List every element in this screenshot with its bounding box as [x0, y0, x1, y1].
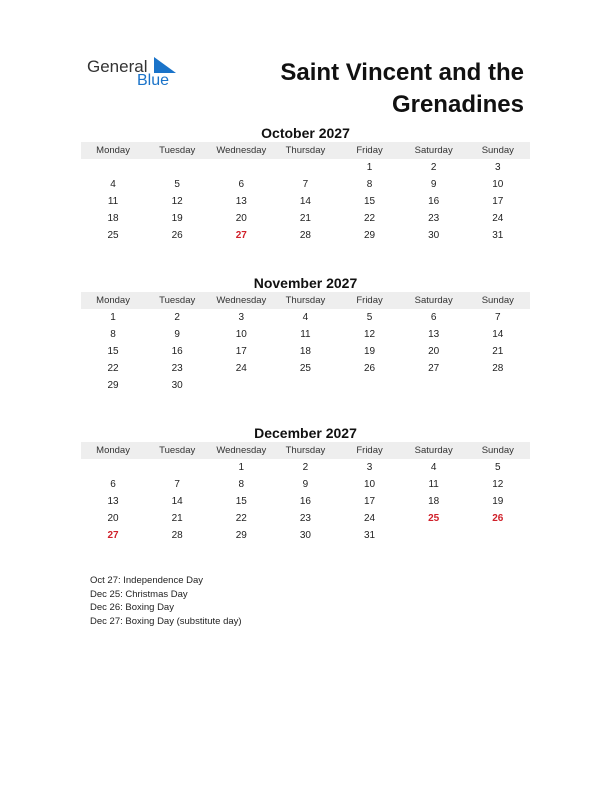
day-cell: 4	[110, 179, 116, 190]
day-cell: 25	[299, 363, 311, 374]
day-cell: 5	[495, 462, 501, 473]
day-cell: 10	[492, 179, 504, 190]
empty-day-cell	[209, 377, 273, 394]
day-cell: 23	[428, 213, 440, 224]
weekday-label: Saturday	[414, 145, 453, 156]
day-cell: 17	[235, 346, 247, 357]
empty-day-cell	[273, 159, 337, 176]
day-cell: 26	[364, 363, 376, 374]
day-cell: 22	[235, 513, 247, 524]
day-cell: 27	[107, 530, 119, 541]
day-cell: 18	[299, 346, 311, 357]
day-cell: 16	[299, 496, 311, 507]
page-title-line1: Saint Vincent and the	[280, 59, 524, 86]
day-cell: 24	[364, 513, 376, 524]
day-cell: 15	[107, 346, 119, 357]
weekday-label: Tuesday	[159, 295, 196, 306]
weekday-label: Sunday	[481, 445, 514, 456]
day-cell: 3	[366, 462, 373, 473]
weekday-label: Wednesday	[216, 295, 267, 306]
day-cell: 10	[364, 479, 376, 490]
weekday-label: Sunday	[481, 145, 514, 156]
day-cell: 21	[492, 346, 504, 357]
day-cell: 7	[174, 479, 180, 490]
day-cell: 19	[364, 346, 376, 357]
day-cell: 26	[171, 230, 183, 241]
day-cell: 1	[238, 462, 245, 473]
logo-text-general: General	[87, 57, 148, 76]
empty-day-cell	[81, 459, 145, 476]
weekday-label: Thursday	[285, 145, 326, 156]
weekday-label: Saturday	[414, 445, 453, 456]
empty-day-cell	[402, 527, 466, 544]
day-cell: 20	[235, 213, 247, 224]
day-cell: 4	[302, 312, 309, 323]
empty-day-cell	[338, 377, 402, 394]
day-cell: 21	[299, 213, 311, 224]
day-cell: 8	[366, 179, 373, 190]
day-cell: 14	[299, 196, 311, 207]
empty-day-cell	[273, 377, 337, 394]
month-grid	[81, 309, 530, 394]
weekday-label: Friday	[356, 295, 383, 306]
month-december	[81, 425, 530, 544]
day-cell: 23	[299, 513, 311, 524]
month-grid	[81, 159, 530, 244]
day-cell: 31	[492, 230, 504, 241]
day-cell: 24	[492, 213, 504, 224]
empty-day-cell	[466, 527, 530, 544]
day-cell: 28	[171, 530, 183, 541]
day-cell: 9	[430, 179, 437, 190]
day-cell: 16	[428, 196, 440, 207]
empty-day-cell	[81, 159, 145, 176]
day-cell: 21	[171, 513, 183, 524]
holiday-item: Dec 25: Christmas Day	[90, 588, 188, 600]
day-cell: 12	[364, 329, 376, 340]
day-cell: 11	[300, 329, 311, 340]
day-cell: 29	[364, 230, 376, 241]
day-cell: 15	[364, 196, 376, 207]
day-cell: 26	[492, 513, 504, 524]
weekday-label: Friday	[356, 145, 383, 156]
weekday-header	[81, 442, 530, 459]
weekday-label: Monday	[96, 445, 130, 456]
empty-day-cell	[145, 459, 209, 476]
day-cell: 15	[235, 496, 247, 507]
day-cell: 8	[110, 329, 116, 340]
weekday-header	[81, 142, 530, 159]
day-cell: 1	[110, 312, 116, 323]
week-row	[81, 527, 530, 544]
day-cell: 27	[235, 230, 247, 241]
holiday-item: Dec 27: Boxing Day (substitute day)	[90, 615, 242, 627]
empty-day-cell	[145, 159, 209, 176]
day-cell: 30	[428, 230, 440, 241]
day-cell: 18	[107, 213, 119, 224]
logo-flag-icon	[154, 57, 176, 73]
day-cell: 12	[492, 479, 504, 490]
day-cell: 6	[110, 479, 116, 490]
week-row	[81, 176, 530, 193]
weekday-label: Thursday	[285, 295, 326, 306]
day-cell: 19	[492, 496, 504, 507]
week-row	[81, 326, 530, 343]
day-cell: 10	[235, 329, 247, 340]
day-cell: 13	[428, 329, 440, 340]
day-cell: 27	[428, 363, 440, 374]
week-row	[81, 159, 530, 176]
day-cell: 17	[492, 196, 504, 207]
day-cell: 2	[430, 162, 437, 173]
day-cell: 28	[299, 230, 311, 241]
day-cell: 2	[174, 312, 180, 323]
day-cell: 29	[235, 530, 247, 541]
page-title-line2: Grenadines	[391, 91, 524, 118]
weekday-label: Friday	[356, 445, 383, 456]
weekday-label: Wednesday	[216, 445, 267, 456]
month-grid	[81, 459, 530, 544]
day-cell: 29	[107, 380, 119, 391]
day-cell: 12	[171, 196, 183, 207]
holiday-item: Dec 26: Boxing Day	[90, 602, 174, 613]
day-cell: 31	[364, 530, 376, 541]
day-cell: 11	[428, 479, 439, 490]
day-cell: 19	[171, 213, 183, 224]
day-cell: 5	[174, 179, 180, 190]
weekday-label: Tuesday	[159, 445, 196, 456]
month-title: December 2027	[254, 425, 357, 441]
weekday-header	[81, 292, 530, 309]
empty-day-cell	[209, 159, 273, 176]
week-row	[81, 210, 530, 227]
day-cell: 30	[299, 530, 311, 541]
week-row	[81, 193, 530, 210]
day-cell: 20	[428, 346, 440, 357]
weekday-label: Sunday	[481, 295, 514, 306]
generalblue-logo	[87, 55, 197, 95]
day-cell: 13	[235, 196, 247, 207]
day-cell: 22	[107, 363, 119, 374]
page-title	[280, 57, 524, 121]
day-cell: 6	[430, 312, 437, 323]
weekday-label: Saturday	[414, 295, 453, 306]
week-row	[81, 459, 530, 476]
month-title: October 2027	[261, 125, 350, 141]
day-cell: 28	[492, 363, 504, 374]
day-cell: 1	[366, 162, 373, 173]
day-cell: 6	[238, 179, 245, 190]
day-cell: 24	[235, 363, 247, 374]
day-cell: 9	[302, 479, 309, 490]
holiday-item: Oct 27: Independence Day	[90, 575, 204, 586]
day-cell: 25	[107, 230, 119, 241]
day-cell: 30	[171, 380, 183, 391]
day-cell: 13	[107, 496, 119, 507]
day-cell: 3	[238, 312, 245, 323]
day-cell: 14	[492, 329, 504, 340]
empty-day-cell	[466, 377, 530, 394]
logo-text-blue: Blue	[137, 72, 170, 89]
day-cell: 4	[430, 462, 437, 473]
day-cell: 7	[495, 312, 501, 323]
day-cell: 22	[364, 213, 376, 224]
day-cell: 23	[171, 363, 183, 374]
month-title: November 2027	[253, 275, 358, 291]
weekday-label: Thursday	[285, 445, 326, 456]
week-row	[81, 476, 530, 493]
weekday-label: Wednesday	[216, 145, 267, 156]
week-row	[81, 360, 530, 377]
day-cell: 17	[364, 496, 376, 507]
day-cell: 16	[171, 346, 183, 357]
month-october	[81, 125, 530, 244]
day-cell: 20	[107, 513, 119, 524]
day-cell: 25	[428, 513, 440, 524]
week-row	[81, 309, 530, 326]
week-row	[81, 377, 530, 394]
holiday-list	[90, 574, 242, 628]
week-row	[81, 493, 530, 510]
day-cell: 3	[495, 162, 501, 173]
day-cell: 9	[174, 329, 180, 340]
empty-day-cell	[402, 377, 466, 394]
day-cell: 11	[107, 196, 119, 207]
month-november	[81, 275, 530, 394]
day-cell: 7	[302, 179, 309, 190]
day-cell: 2	[302, 462, 309, 473]
day-cell: 18	[428, 496, 440, 507]
week-row	[81, 510, 530, 527]
day-cell: 14	[171, 496, 183, 507]
week-row	[81, 343, 530, 360]
weekday-label: Tuesday	[159, 145, 196, 156]
weekday-label: Monday	[96, 295, 130, 306]
weekday-label: Monday	[96, 145, 130, 156]
day-cell: 5	[366, 312, 373, 323]
day-cell: 8	[238, 479, 245, 490]
week-row	[81, 227, 530, 244]
